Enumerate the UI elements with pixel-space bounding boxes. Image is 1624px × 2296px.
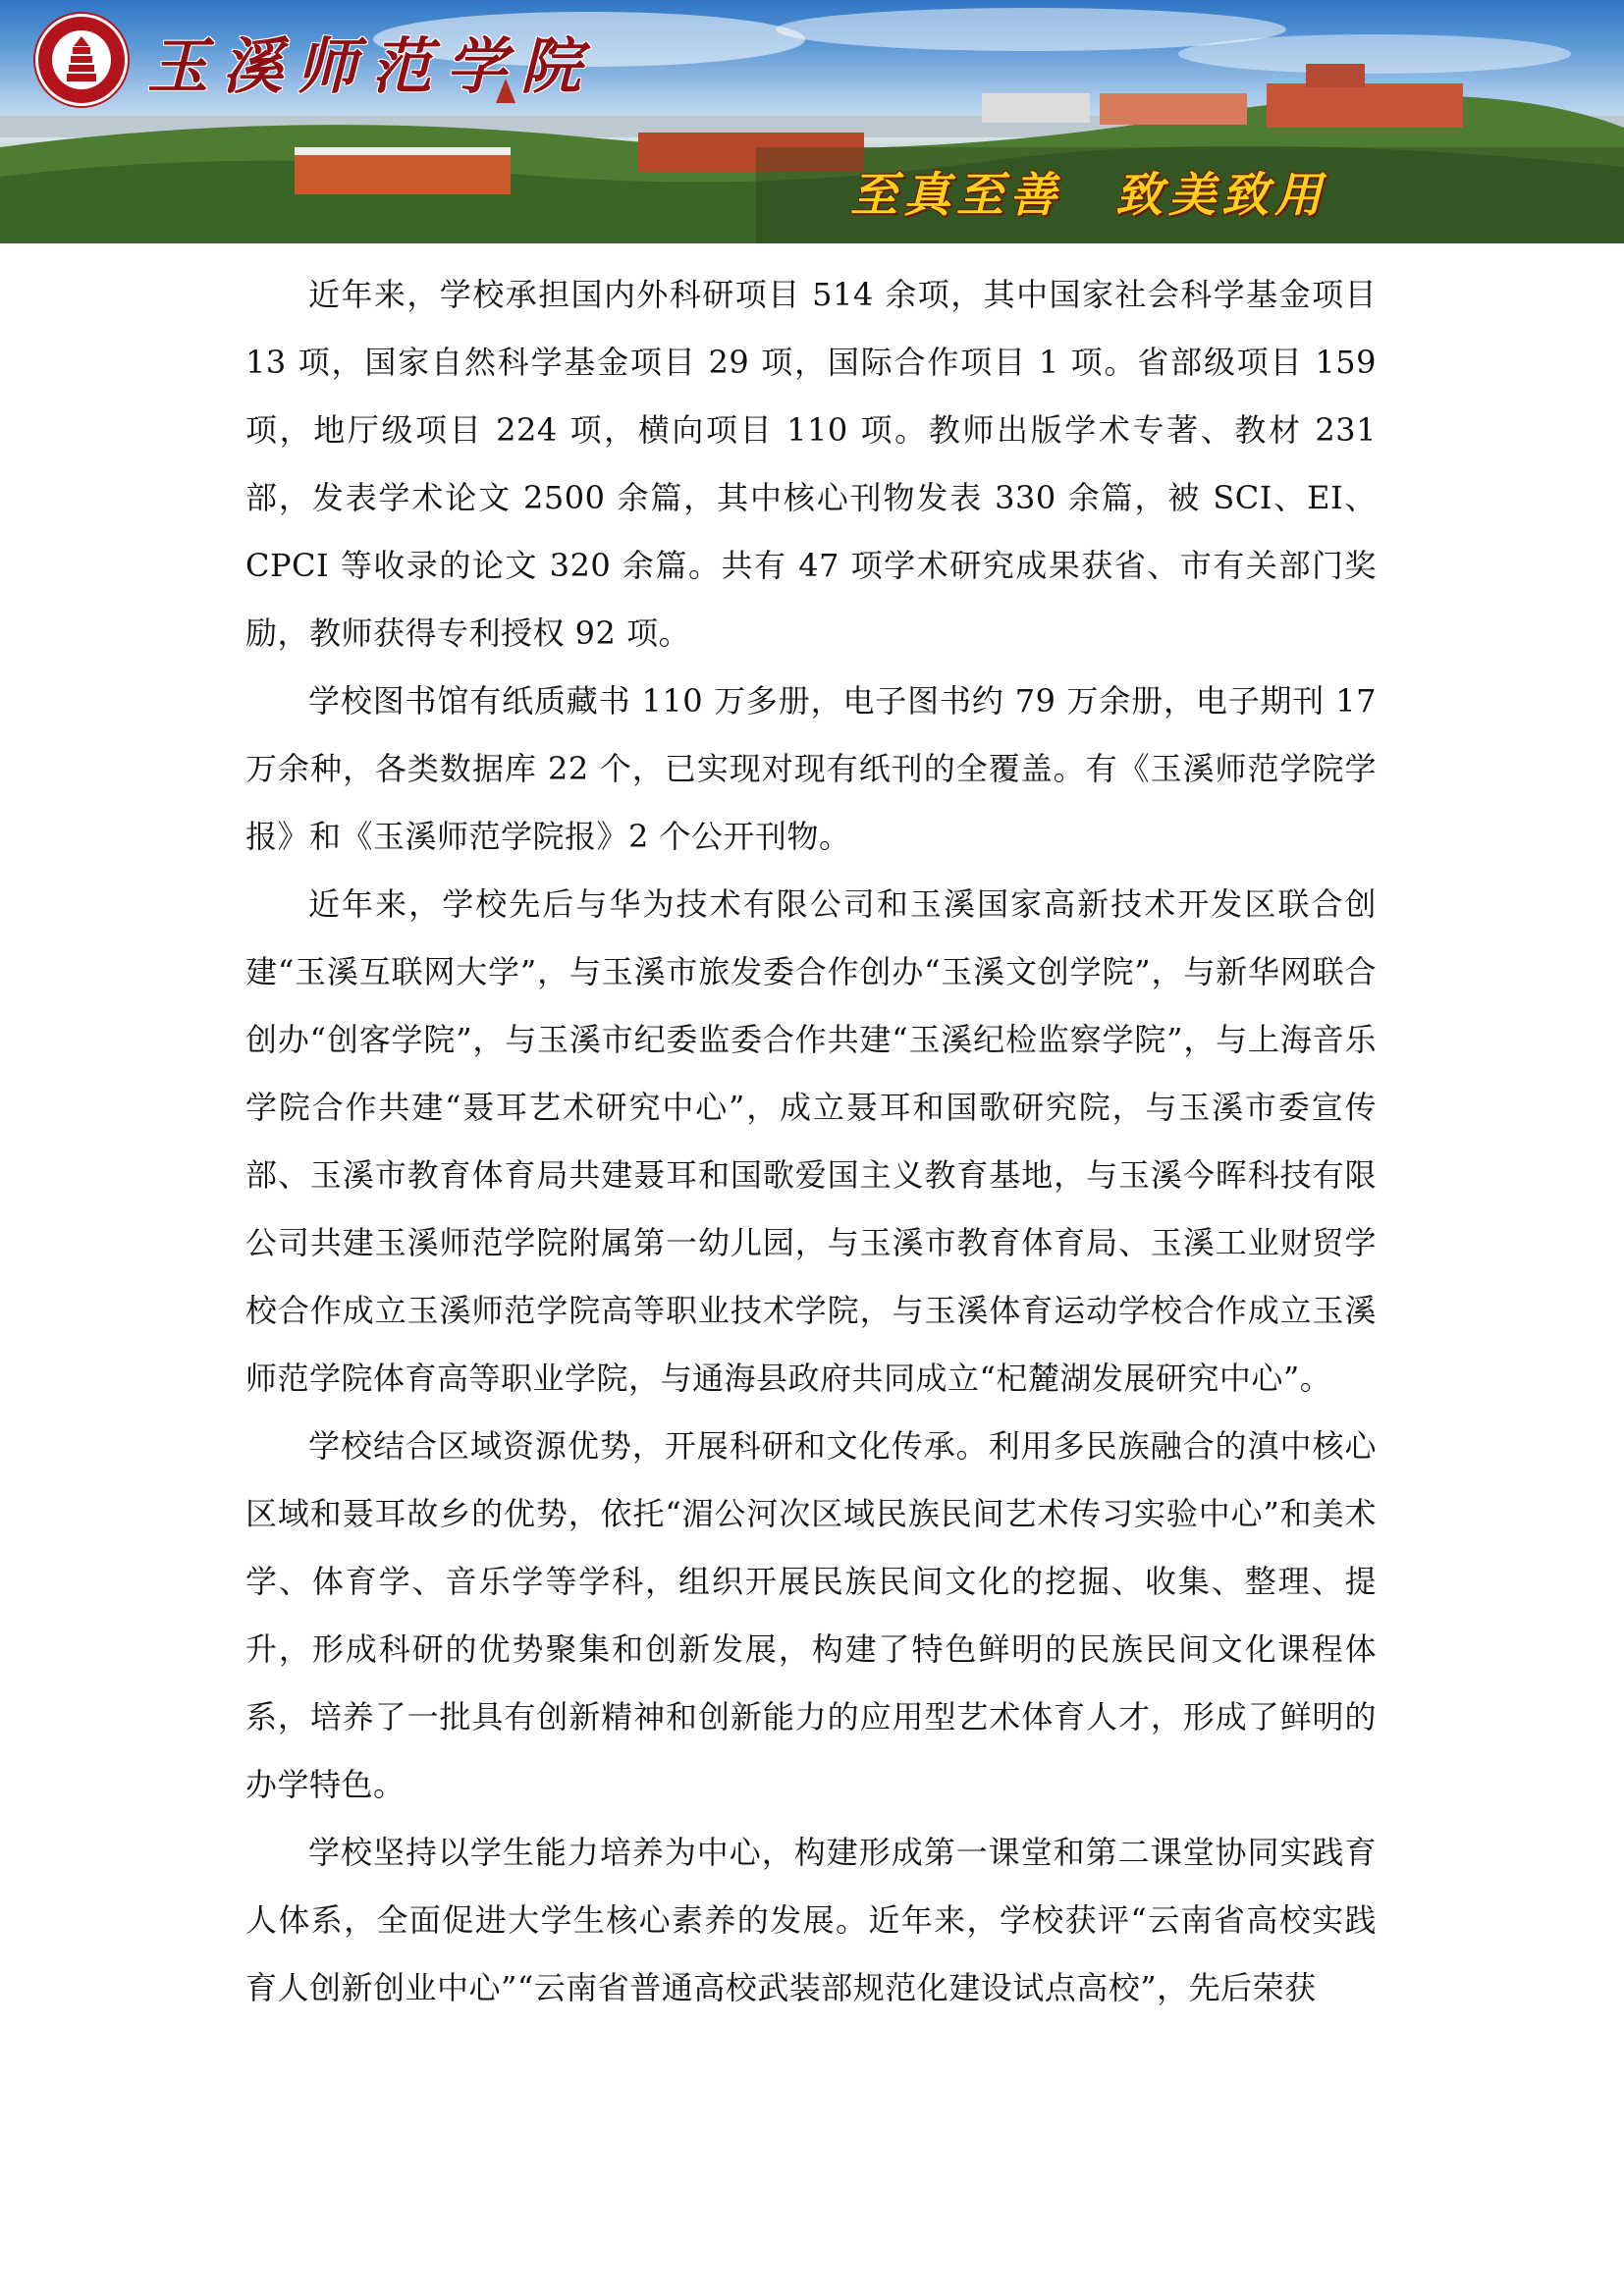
paragraph-practice: 学校坚持以学生能力培养为中心，构建形成第一课堂和第二课堂协同实践育人体系，全面促进大学生核心素养的发展。近年来，学校获评“云南省高校实践育人创新创业中心”“云南省普通高校武装部规范化建设试点高校”，先后荣获 xyxy=(245,1834,1377,2006)
school-name-logo: 玉溪师范学院 xyxy=(147,30,596,102)
pagoda-icon xyxy=(38,17,125,103)
school-motto: 至真至善 致美致用 xyxy=(850,168,1328,223)
university-seal-logo xyxy=(35,14,128,106)
paragraph-partnerships: 近年来，学校先后与华为技术有限公司和玉溪国家高新技术开发区联合创建“玉溪互联网大学”，与玉溪市旅发委合作创办“玉溪文创学院”，与新华网联合创办“创客学院”，与玉溪市纪委监委合作共建“玉溪纪检监察学院”，与上海音乐学院合作共建“聂耳艺术研究中心”，成立聂耳和国歌研究院，与玉溪市委宣传部、玉溪市教育体育局共建聂耳和国歌爱国主义教育基地，与玉溪今晖科技有限公司共建玉溪师范学院附属第一幼儿园，与玉溪市教育体育局、玉溪工业财贸学校合作成立玉溪师范学院高等职业技术学院，与玉溪体育运动学校合作成立玉溪师范学院体育高等职业学院，与通海县政府共同成立“杞麓湖发展研究中心”。 xyxy=(245,885,1377,1397)
paragraph-library: 学校图书馆有纸质藏书 110 万多册，电子图书约 79 万余册，电子期刊 17 万余种，各类数据库 22 个，已实现对现有纸刊的全覆盖。有《玉溪师范学院学报》和《玉溪师范学院报》2 个公开刊物。 xyxy=(245,682,1377,855)
header-banner xyxy=(0,0,1624,243)
paragraph-culture: 学校结合区域资源优势，开展科研和文化传承。利用多民族融合的滇中核心区域和聂耳故乡的优势，依托“湄公河次区域民族民间艺术传习实验中心”和美术学、体育学、音乐学等学科，组织开展民族民间文化的挖掘、收集、整理、提升，形成科研的优势聚集和创新发展，构建了特色鲜明的民族民间文化课程体系，培养了一批具有创新精神和创新能力的应用型艺术体育人才，形成了鲜明的办学特色。 xyxy=(245,1427,1377,1803)
document-body xyxy=(245,261,1377,2022)
paragraph-research: 近年来，学校承担国内外科研项目 514 余项，其中国家社会科学基金项目 13 项，国家自然科学基金项目 29 项，国际合作项目 1 项。省部级项目 159 项，地厅级项目 224 项，横向项目 110 项。教师出版学术专著、教材 231 部，发表学术论文 2500 余篇，其中核心刊物发表 330 余篇，被 SCI、EI、CPCI 等收录的论文 320 余篇。共有 47 项学术研究成果获省、市有关部门奖励，教师获得专利授权 92 项。 xyxy=(245,276,1377,652)
